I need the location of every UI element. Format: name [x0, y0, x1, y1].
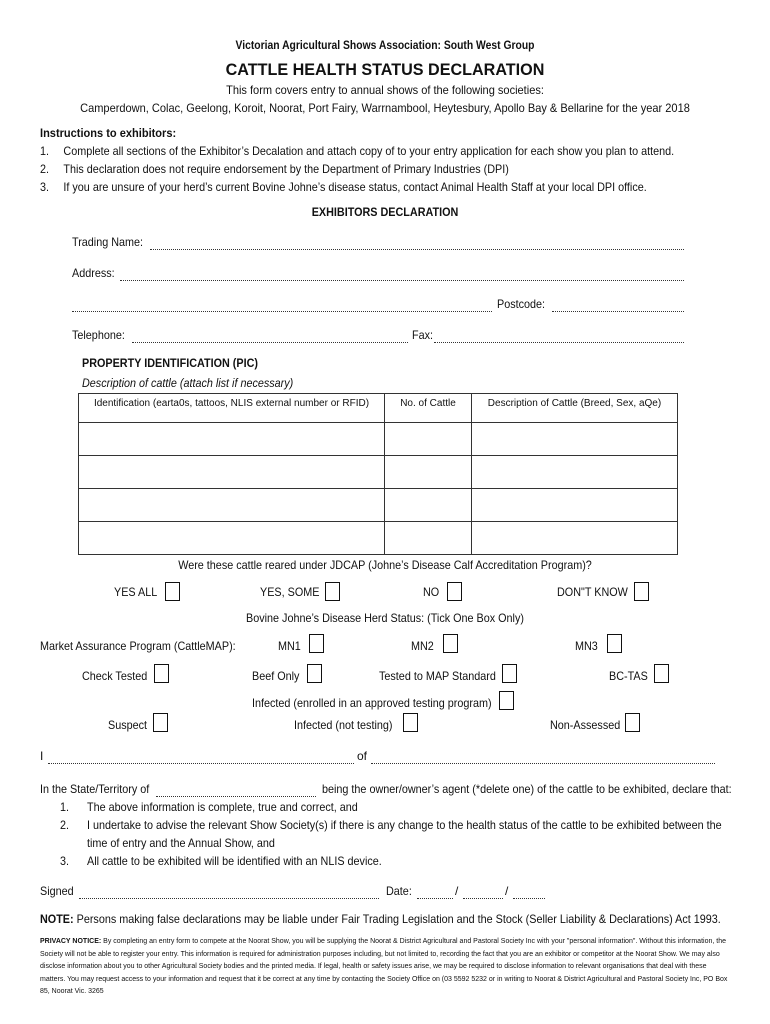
mn1-checkbox[interactable]	[309, 634, 324, 653]
table-cell[interactable]	[79, 423, 385, 456]
table-row	[79, 456, 678, 489]
date-separator: /	[505, 884, 509, 898]
herd-status-heading: Bovine Johne’s Disease Herd Status: (Tick One Box Only)	[246, 611, 524, 625]
table-cell[interactable]	[472, 456, 678, 489]
date-separator: /	[455, 884, 459, 898]
cattle-table	[78, 393, 678, 555]
declarant-address-field[interactable]	[371, 763, 715, 764]
mn1-label: MN1	[278, 639, 301, 653]
of-label: of	[357, 749, 368, 763]
table-row	[79, 423, 678, 456]
beef-only-checkbox[interactable]	[307, 664, 322, 683]
signed-label: Signed	[40, 884, 74, 898]
table-row	[79, 489, 678, 522]
mn2-checkbox[interactable]	[443, 634, 458, 653]
infected-not-testing-label: Infected (not testing)	[294, 718, 393, 732]
note	[40, 912, 721, 926]
pic-heading: PROPERTY IDENTIFICATION (PIC)	[82, 356, 259, 370]
instruction-item: 1. Complete all sections of the Exhibitor’s Decalation and attach copy of to your entry application for each show you plan to attend.	[40, 144, 675, 158]
table-cell[interactable]	[385, 489, 472, 522]
infected-enrolled-checkbox[interactable]	[499, 691, 514, 710]
bc-tas-checkbox[interactable]	[654, 664, 669, 683]
statement-item: 2. I undertake to advise the relevant Show Society(s) if there is any change to the health status of the cattle to be exhibited between the	[60, 818, 722, 832]
table-cell[interactable]	[79, 456, 385, 489]
statement-item: 3. All cattle to be exhibited will be identified with an NLIS device.	[60, 854, 382, 868]
trading-name-field[interactable]	[150, 249, 684, 250]
table-cell[interactable]	[472, 522, 678, 555]
bc-tas-label: BC-TAS	[609, 669, 648, 683]
map-standard-label: Tested to MAP Standard	[379, 669, 496, 683]
privacy-label: PRIVACY NOTICE:	[40, 938, 102, 945]
postcode-label: Postcode:	[497, 297, 546, 311]
table-cell[interactable]	[79, 489, 385, 522]
table-row	[79, 522, 678, 555]
trading-name-label: Trading Name:	[72, 235, 144, 249]
table-cell[interactable]	[472, 489, 678, 522]
state-prefix: In the State/Territory of	[40, 782, 150, 796]
mn3-label: MN3	[575, 639, 598, 653]
table-cell[interactable]	[385, 456, 472, 489]
state-suffix: being the owner/owner’s agent (*delete one) of the cattle to be exhibited, declare that:	[322, 782, 732, 796]
option-no-label: NO	[423, 585, 440, 599]
statement-item: 1. The above information is complete, true and correct, and	[60, 800, 358, 814]
telephone-field[interactable]	[132, 342, 408, 343]
no-checkbox[interactable]	[447, 582, 462, 601]
check-tested-checkbox[interactable]	[154, 664, 169, 683]
table-cell[interactable]	[385, 423, 472, 456]
map-label: Market Assurance Program (CattleMAP):	[40, 639, 236, 653]
infected-not-testing-checkbox[interactable]	[403, 713, 418, 732]
note-label: NOTE:	[40, 912, 74, 926]
date-day-field[interactable]	[417, 898, 453, 899]
suspect-checkbox[interactable]	[153, 713, 168, 732]
state-field[interactable]	[156, 796, 316, 797]
societies-list: Camperdown, Colac, Geelong, Koroit, Noorat, Port Fairy, Warrnambool, Heytesbury, Apollo Bay & Bellarine for the year 2018	[80, 101, 690, 115]
organisation-heading: Victorian Agricultural Shows Association: South West Group	[235, 40, 535, 52]
table-cell[interactable]	[472, 423, 678, 456]
option-yes-some-label: YES, SOME	[260, 585, 320, 599]
infected-enrolled-label: Infected (enrolled in an approved testing program)	[252, 696, 492, 710]
privacy-notice	[40, 936, 730, 999]
declarant-name-field[interactable]	[48, 763, 354, 764]
date-label: Date:	[386, 884, 412, 898]
fax-field[interactable]	[434, 342, 684, 343]
mn3-checkbox[interactable]	[607, 634, 622, 653]
date-month-field[interactable]	[463, 898, 503, 899]
fax-label: Fax:	[412, 328, 434, 342]
column-header: Identification (earta0s, tattoos, NLIS external number or RFID)	[79, 394, 385, 423]
jdcap-question: Were these cattle reared under JDCAP (Johne’s Disease Calf Accreditation Program)?	[178, 558, 592, 572]
table-header-row	[79, 394, 678, 423]
declaration-heading: EXHIBITORS DECLARATION	[311, 205, 459, 219]
form-subtitle: This form covers entry to annual shows of the following societies:	[226, 83, 544, 97]
date-year-field[interactable]	[513, 898, 545, 899]
suspect-label: Suspect	[108, 718, 148, 732]
dont-know-checkbox[interactable]	[634, 582, 649, 601]
privacy-text: By completing an entry form to compete at the Noorat Show, you will be supplying the Noorat & District Agricultural and Pastoral Society Inc with your "personal information". Without this information, the Society will not be able to register your entry. This information is required for administration purposes including, but not limited to, recording the fact that you are an exhibitor or competitor at the Noorat Show. We may also disclose information about you to other Agricultural Society bodies and the printed media. If legal, health or safety issues arise, we may be required to disclose information to relevant organisations that deal with these matters. You may request access to your information and request that it be correct at any time by contacting the Society Office on (03 5592 5232 or in writing to Noorat & District Agricultural and Pastoral Society Inc, PO Box 85, Noorat Vic. 3265	[40, 938, 728, 995]
pic-subheading: Description of cattle (attach list if necessary)	[82, 376, 294, 390]
telephone-label: Telephone:	[72, 328, 125, 342]
note-text: Persons making false declarations may be liable under Fair Trading Legislation and the Stock (Seller Liability & Declarations) Act 1993.	[76, 912, 721, 926]
postcode-field[interactable]	[552, 311, 684, 312]
table-cell[interactable]	[385, 522, 472, 555]
instruction-item: 3. If you are unsure of your herd’s current Bovine Johne’s disease status, contact Animal Health Staff at your local DPI office.	[40, 180, 647, 194]
option-dont-know-label: DON"T KNOW	[557, 585, 628, 599]
check-tested-label: Check Tested	[82, 669, 148, 683]
statement-item: time of entry and the Annual Show, and	[87, 836, 275, 850]
beef-only-label: Beef Only	[252, 669, 300, 683]
non-assessed-label: Non-Assessed	[550, 718, 621, 732]
option-yes-all-label: YES ALL	[114, 585, 158, 599]
column-header: No. of Cattle	[385, 394, 472, 423]
mn2-label: MN2	[411, 639, 434, 653]
form-title: CATTLE HEALTH STATUS DECLARATION	[225, 60, 545, 79]
instruction-item: 2. This declaration does not require endorsement by the Department of Primary Industries (DPI)	[40, 162, 509, 176]
instructions-heading: Instructions to exhibitors:	[40, 126, 177, 140]
table-cell[interactable]	[79, 522, 385, 555]
non-assessed-checkbox[interactable]	[625, 713, 640, 732]
signature-field[interactable]	[79, 898, 379, 899]
yes-some-checkbox[interactable]	[325, 582, 340, 601]
address-line-2-field[interactable]	[72, 311, 492, 312]
i-label: I	[40, 749, 44, 763]
address-field[interactable]	[120, 280, 684, 281]
column-header: Description of Cattle (Breed, Sex, aQe)	[472, 394, 678, 423]
yes-all-checkbox[interactable]	[165, 582, 180, 601]
address-label: Address:	[72, 266, 115, 280]
map-standard-checkbox[interactable]	[502, 664, 517, 683]
